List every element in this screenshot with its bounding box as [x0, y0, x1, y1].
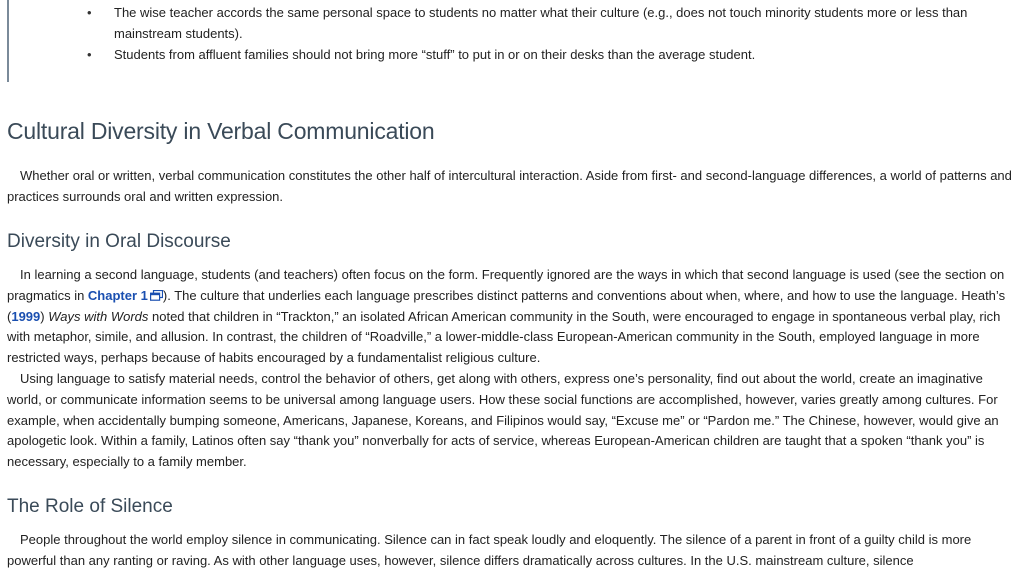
bullet-item: • The wise teacher accords the same personal space to students no matter what their culture (e.g., does not touch minority students more or less than mainstream students). — [87, 2, 1007, 44]
silence-paragraph-text: People throughout the world employ silence in communicating. Silence can in fact speak loudly and eloquently. The silence of a parent in front of a guilty child is more powerful than any ranting or raving. As with other language uses, however, silence differs dramatically across cultures. In the U.S. mainstream culture, silence — [7, 532, 972, 568]
chapter-1-link[interactable]: Chapter 1 — [87, 287, 148, 303]
citation-year-link[interactable]: 1999 — [11, 308, 41, 324]
silence-paragraph-1 — [7, 530, 1019, 572]
section-intro-text: Whether oral or written, verbal communication constitutes the other half of intercultural interaction. Aside from first- and second-language differences, a world of patterns and practices surrounds oral and written expression. — [7, 168, 1012, 204]
oral-text-b: ). The culture that underlies each language prescribes distinct patterns and conventions about when, where, and how to use the language. Heath’s ( — [7, 287, 1006, 324]
oral-discourse-heading: Diversity in Oral Discourse — [7, 231, 231, 252]
section-title: Cultural Diversity in Verbal Communication — [7, 118, 435, 144]
external-window-icon[interactable] — [150, 290, 163, 301]
section-intro-paragraph — [7, 166, 1019, 208]
oral-text-d: noted that children in “Trackton,” an isolated African American community in the South, were encouraged to engage in spontaneous verbal play, rich with metaphor, simile, and allusion. In contrast, the children of “Roadville,” a lower-middle-class European-American community in the South, employed language in more restricted ways, perhaps because of habits encouraged by a fundamentalist religious culture. — [7, 308, 1001, 366]
oral-paragraph-2 — [7, 369, 1019, 473]
oral-paragraph-2-text: Using language to satisfy material needs, control the behavior of others, get along with others, express one’s personality, find out about the world, create an imaginative world, or communicate information seems to be universal among language users. How these social functions are accomplished, however, varies greatly among cultures. For example, when accidentally bumping someone, Americans, Japanese, Koreans, and Filipinos would say, “Excuse me” or “Pardon me.” The Chinese, however, would give an apologetic look. Within a family, Latinos often say “thank you” nonverbally for acts of service, whereas European-American children are taught that a spoken “thank you” is necessary, especially to a family member. — [7, 371, 999, 470]
oral-text-c: ) — [40, 308, 49, 324]
bullet-list — [87, 2, 1007, 65]
book-title: Ways with Words — [48, 308, 149, 324]
role-of-silence-heading: The Role of Silence — [7, 496, 173, 517]
bullet-list-block — [7, 0, 1017, 82]
oral-paragraph-1 — [7, 265, 1019, 369]
oral-text-a: In learning a second language, students (and teachers) often focus on the form. Frequently ignored are the ways in which that second language is used (see the section on pragmatics in — [7, 267, 1005, 303]
bullet-item: • Students from affluent families should not bring more “stuff” to put in or on their desks than the average student. — [87, 44, 1007, 65]
